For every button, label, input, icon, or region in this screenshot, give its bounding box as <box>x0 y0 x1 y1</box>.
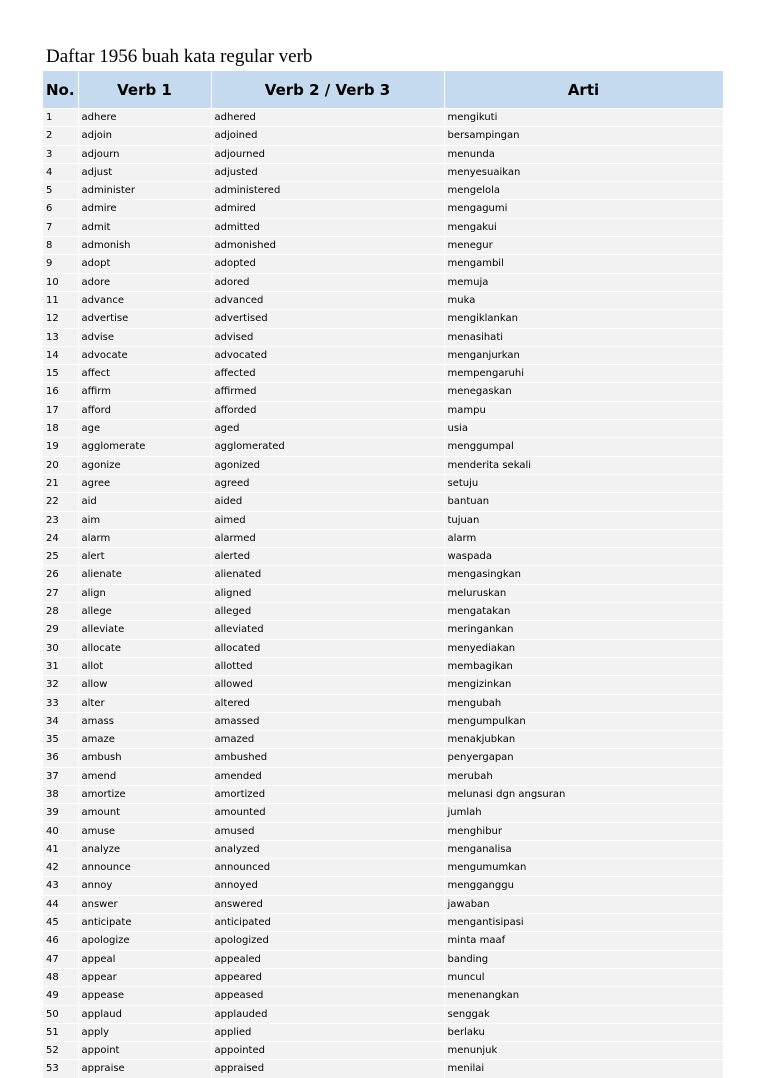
cell-verb2-verb3: advised <box>211 328 444 346</box>
cell-verb2-verb3: appeased <box>211 987 444 1005</box>
cell-verb1: alter <box>78 694 211 712</box>
cell-arti: mengantisipasi <box>444 914 723 932</box>
cell-no: 44 <box>43 895 78 913</box>
cell-verb1: apologize <box>78 932 211 950</box>
cell-no: 9 <box>43 255 78 273</box>
table-row <box>43 255 723 273</box>
table-row <box>43 676 723 694</box>
cell-no: 52 <box>43 1042 78 1060</box>
table-body <box>43 109 723 1078</box>
cell-arti: jawaban <box>444 895 723 913</box>
cell-verb1: amend <box>78 767 211 785</box>
table-row <box>43 731 723 749</box>
cell-arti: mengelola <box>444 182 723 200</box>
cell-no: 19 <box>43 438 78 456</box>
cell-arti: bantuan <box>444 493 723 511</box>
cell-arti: meluruskan <box>444 584 723 602</box>
cell-verb1: allege <box>78 603 211 621</box>
table-row <box>43 603 723 621</box>
cell-verb1: admire <box>78 200 211 218</box>
cell-verb2-verb3: aligned <box>211 584 444 602</box>
table-row <box>43 932 723 950</box>
cell-no: 29 <box>43 621 78 639</box>
table-row <box>43 968 723 986</box>
cell-no: 48 <box>43 968 78 986</box>
cell-arti: menganjurkan <box>444 346 723 364</box>
cell-verb2-verb3: alerted <box>211 548 444 566</box>
table-row <box>43 237 723 255</box>
table-row <box>43 822 723 840</box>
cell-no: 3 <box>43 145 78 163</box>
cell-arti: jumlah <box>444 804 723 822</box>
table-row <box>43 328 723 346</box>
cell-arti: memuja <box>444 273 723 291</box>
cell-arti: muka <box>444 291 723 309</box>
cell-no: 7 <box>43 218 78 236</box>
table-row <box>43 401 723 419</box>
cell-verb1: adjust <box>78 163 211 181</box>
table-row <box>43 1005 723 1023</box>
cell-arti: menasihati <box>444 328 723 346</box>
cell-verb2-verb3: altered <box>211 694 444 712</box>
table-row <box>43 291 723 309</box>
table-row <box>43 474 723 492</box>
cell-verb2-verb3: administered <box>211 182 444 200</box>
cell-arti: menderita sekali <box>444 456 723 474</box>
table-row <box>43 456 723 474</box>
cell-verb1: adjoin <box>78 127 211 145</box>
cell-no: 10 <box>43 273 78 291</box>
cell-no: 13 <box>43 328 78 346</box>
table-row <box>43 1060 723 1078</box>
cell-verb2-verb3: agreed <box>211 474 444 492</box>
cell-verb2-verb3: analyzed <box>211 840 444 858</box>
cell-verb1: age <box>78 420 211 438</box>
cell-verb2-verb3: advanced <box>211 291 444 309</box>
cell-no: 6 <box>43 200 78 218</box>
cell-verb1: align <box>78 584 211 602</box>
cell-arti: tujuan <box>444 511 723 529</box>
cell-no: 24 <box>43 529 78 547</box>
cell-no: 27 <box>43 584 78 602</box>
table-row <box>43 877 723 895</box>
cell-verb1: analyze <box>78 840 211 858</box>
header-no: No. <box>43 71 78 109</box>
cell-no: 46 <box>43 932 78 950</box>
cell-arti: menegaskan <box>444 383 723 401</box>
cell-verb1: amortize <box>78 785 211 803</box>
cell-verb1: appease <box>78 987 211 1005</box>
cell-verb1: advocate <box>78 346 211 364</box>
cell-arti: muncul <box>444 968 723 986</box>
cell-verb1: alarm <box>78 529 211 547</box>
table-row <box>43 273 723 291</box>
table-row <box>43 493 723 511</box>
cell-arti: setuju <box>444 474 723 492</box>
cell-no: 15 <box>43 365 78 383</box>
cell-verb2-verb3: alarmed <box>211 529 444 547</box>
cell-verb2-verb3: aided <box>211 493 444 511</box>
table-row <box>43 840 723 858</box>
cell-arti: menunjuk <box>444 1042 723 1060</box>
cell-no: 2 <box>43 127 78 145</box>
cell-verb1: adhere <box>78 109 211 127</box>
cell-arti: mengatakan <box>444 603 723 621</box>
cell-arti: menggumpal <box>444 438 723 456</box>
cell-no: 23 <box>43 511 78 529</box>
cell-verb2-verb3: appointed <box>211 1042 444 1060</box>
cell-arti: mengubah <box>444 694 723 712</box>
cell-no: 1 <box>43 109 78 127</box>
cell-arti: alarm <box>444 529 723 547</box>
cell-verb2-verb3: aged <box>211 420 444 438</box>
cell-arti: menghibur <box>444 822 723 840</box>
cell-arti: senggak <box>444 1005 723 1023</box>
cell-verb1: administer <box>78 182 211 200</box>
cell-arti: melunasi dgn angsuran <box>444 785 723 803</box>
cell-verb2-verb3: allocated <box>211 639 444 657</box>
header-verb1: Verb 1 <box>78 71 211 109</box>
cell-no: 11 <box>43 291 78 309</box>
cell-verb1: annoy <box>78 877 211 895</box>
cell-no: 35 <box>43 731 78 749</box>
cell-verb1: adore <box>78 273 211 291</box>
cell-arti: menegur <box>444 237 723 255</box>
table-row <box>43 163 723 181</box>
cell-verb1: aid <box>78 493 211 511</box>
cell-no: 12 <box>43 310 78 328</box>
cell-verb2-verb3: announced <box>211 859 444 877</box>
cell-arti: waspada <box>444 548 723 566</box>
cell-no: 38 <box>43 785 78 803</box>
cell-no: 47 <box>43 950 78 968</box>
cell-verb1: allot <box>78 657 211 675</box>
cell-verb1: allocate <box>78 639 211 657</box>
cell-arti: membagikan <box>444 657 723 675</box>
cell-arti: minta maaf <box>444 932 723 950</box>
cell-verb1: amass <box>78 712 211 730</box>
cell-verb1: advise <box>78 328 211 346</box>
cell-verb2-verb3: advocated <box>211 346 444 364</box>
table-row <box>43 657 723 675</box>
cell-arti: menakjubkan <box>444 731 723 749</box>
table-row <box>43 767 723 785</box>
cell-arti: menilai <box>444 1060 723 1078</box>
cell-verb1: amount <box>78 804 211 822</box>
cell-no: 18 <box>43 420 78 438</box>
cell-verb2-verb3: applauded <box>211 1005 444 1023</box>
table-row <box>43 950 723 968</box>
table-row <box>43 804 723 822</box>
cell-verb1: adjourn <box>78 145 211 163</box>
cell-verb2-verb3: agglomerated <box>211 438 444 456</box>
cell-no: 50 <box>43 1005 78 1023</box>
table-row <box>43 127 723 145</box>
cell-verb2-verb3: adjoined <box>211 127 444 145</box>
cell-verb2-verb3: afforded <box>211 401 444 419</box>
table-row <box>43 218 723 236</box>
cell-verb1: anticipate <box>78 914 211 932</box>
cell-no: 45 <box>43 914 78 932</box>
table-row <box>43 639 723 657</box>
cell-arti: mampu <box>444 401 723 419</box>
cell-arti: penyergapan <box>444 749 723 767</box>
cell-verb1: appraise <box>78 1060 211 1078</box>
cell-no: 21 <box>43 474 78 492</box>
cell-verb1: affect <box>78 365 211 383</box>
cell-verb2-verb3: admired <box>211 200 444 218</box>
cell-no: 32 <box>43 676 78 694</box>
cell-verb1: alleviate <box>78 621 211 639</box>
table-row <box>43 621 723 639</box>
cell-verb1: advertise <box>78 310 211 328</box>
cell-verb1: affirm <box>78 383 211 401</box>
cell-arti: bersampingan <box>444 127 723 145</box>
cell-verb1: amuse <box>78 822 211 840</box>
table-row <box>43 346 723 364</box>
table-row <box>43 383 723 401</box>
cell-verb2-verb3: answered <box>211 895 444 913</box>
cell-verb2-verb3: amused <box>211 822 444 840</box>
cell-verb1: allow <box>78 676 211 694</box>
cell-arti: menyediakan <box>444 639 723 657</box>
cell-verb1: appeal <box>78 950 211 968</box>
table-row <box>43 109 723 127</box>
table-row <box>43 145 723 163</box>
cell-arti: banding <box>444 950 723 968</box>
cell-verb2-verb3: adjusted <box>211 163 444 181</box>
cell-arti: mempengaruhi <box>444 365 723 383</box>
cell-arti: mengganggu <box>444 877 723 895</box>
cell-verb2-verb3: amended <box>211 767 444 785</box>
cell-no: 14 <box>43 346 78 364</box>
cell-verb2-verb3: appeared <box>211 968 444 986</box>
cell-arti: usia <box>444 420 723 438</box>
table-row <box>43 420 723 438</box>
cell-verb1: alert <box>78 548 211 566</box>
table-row <box>43 511 723 529</box>
cell-verb1: appoint <box>78 1042 211 1060</box>
cell-verb2-verb3: adjourned <box>211 145 444 163</box>
header-arti: Arti <box>444 71 723 109</box>
cell-no: 28 <box>43 603 78 621</box>
cell-verb2-verb3: amazed <box>211 731 444 749</box>
cell-verb2-verb3: aimed <box>211 511 444 529</box>
cell-verb1: apply <box>78 1023 211 1041</box>
cell-arti: mengikuti <box>444 109 723 127</box>
cell-verb2-verb3: appraised <box>211 1060 444 1078</box>
cell-verb2-verb3: adored <box>211 273 444 291</box>
cell-verb2-verb3: affected <box>211 365 444 383</box>
cell-no: 17 <box>43 401 78 419</box>
table-row <box>43 1042 723 1060</box>
cell-verb2-verb3: allowed <box>211 676 444 694</box>
cell-no: 36 <box>43 749 78 767</box>
cell-verb2-verb3: agonized <box>211 456 444 474</box>
cell-verb1: agonize <box>78 456 211 474</box>
cell-verb1: agree <box>78 474 211 492</box>
cell-no: 16 <box>43 383 78 401</box>
table-row <box>43 566 723 584</box>
cell-verb1: admonish <box>78 237 211 255</box>
table-row <box>43 914 723 932</box>
cell-no: 41 <box>43 840 78 858</box>
cell-verb2-verb3: applied <box>211 1023 444 1041</box>
cell-verb1: applaud <box>78 1005 211 1023</box>
cell-verb1: aim <box>78 511 211 529</box>
cell-verb2-verb3: adopted <box>211 255 444 273</box>
cell-no: 53 <box>43 1060 78 1078</box>
table-row <box>43 859 723 877</box>
table-header-row <box>43 71 723 109</box>
verb-table <box>43 71 724 1078</box>
cell-verb1: alienate <box>78 566 211 584</box>
cell-no: 22 <box>43 493 78 511</box>
cell-verb2-verb3: annoyed <box>211 877 444 895</box>
cell-verb1: advance <box>78 291 211 309</box>
table-row <box>43 548 723 566</box>
cell-verb2-verb3: alleged <box>211 603 444 621</box>
table-row <box>43 182 723 200</box>
cell-arti: mengiklankan <box>444 310 723 328</box>
cell-arti: menyesuaikan <box>444 163 723 181</box>
cell-verb1: adopt <box>78 255 211 273</box>
cell-arti: merubah <box>444 767 723 785</box>
cell-verb2-verb3: admonished <box>211 237 444 255</box>
cell-arti: menganalisa <box>444 840 723 858</box>
cell-no: 34 <box>43 712 78 730</box>
cell-arti: meringankan <box>444 621 723 639</box>
table-row <box>43 200 723 218</box>
cell-verb2-verb3: alleviated <box>211 621 444 639</box>
cell-verb2-verb3: appealed <box>211 950 444 968</box>
cell-arti: menunda <box>444 145 723 163</box>
cell-arti: mengambil <box>444 255 723 273</box>
table-row <box>43 694 723 712</box>
cell-arti: mengasingkan <box>444 566 723 584</box>
table-row <box>43 365 723 383</box>
cell-verb1: announce <box>78 859 211 877</box>
cell-no: 39 <box>43 804 78 822</box>
cell-verb2-verb3: affirmed <box>211 383 444 401</box>
table-row <box>43 895 723 913</box>
table-row <box>43 785 723 803</box>
cell-verb2-verb3: allotted <box>211 657 444 675</box>
cell-no: 49 <box>43 987 78 1005</box>
cell-no: 31 <box>43 657 78 675</box>
cell-no: 20 <box>43 456 78 474</box>
cell-verb2-verb3: alienated <box>211 566 444 584</box>
cell-arti: menenangkan <box>444 987 723 1005</box>
cell-verb1: afford <box>78 401 211 419</box>
cell-no: 40 <box>43 822 78 840</box>
header-verb2-verb3: Verb 2 / Verb 3 <box>211 71 444 109</box>
cell-no: 30 <box>43 639 78 657</box>
cell-verb2-verb3: apologized <box>211 932 444 950</box>
cell-no: 33 <box>43 694 78 712</box>
table-row <box>43 584 723 602</box>
cell-no: 51 <box>43 1023 78 1041</box>
table-row <box>43 749 723 767</box>
cell-no: 42 <box>43 859 78 877</box>
cell-arti: mengagumi <box>444 200 723 218</box>
cell-arti: mengumpulkan <box>444 712 723 730</box>
cell-no: 5 <box>43 182 78 200</box>
table-row <box>43 529 723 547</box>
cell-verb2-verb3: amounted <box>211 804 444 822</box>
cell-verb2-verb3: ambushed <box>211 749 444 767</box>
cell-no: 26 <box>43 566 78 584</box>
cell-verb1: appear <box>78 968 211 986</box>
table-row <box>43 438 723 456</box>
cell-no: 37 <box>43 767 78 785</box>
cell-verb2-verb3: amortized <box>211 785 444 803</box>
cell-no: 25 <box>43 548 78 566</box>
cell-verb2-verb3: admitted <box>211 218 444 236</box>
cell-verb1: agglomerate <box>78 438 211 456</box>
cell-no: 43 <box>43 877 78 895</box>
cell-verb1: answer <box>78 895 211 913</box>
cell-verb2-verb3: amassed <box>211 712 444 730</box>
cell-arti: mengizinkan <box>444 676 723 694</box>
table-row <box>43 712 723 730</box>
table-row <box>43 1023 723 1041</box>
cell-arti: mengakui <box>444 218 723 236</box>
cell-verb1: admit <box>78 218 211 236</box>
cell-arti: mengumumkan <box>444 859 723 877</box>
cell-verb2-verb3: advertised <box>211 310 444 328</box>
cell-no: 8 <box>43 237 78 255</box>
cell-arti: berlaku <box>444 1023 723 1041</box>
cell-verb2-verb3: anticipated <box>211 914 444 932</box>
cell-verb1: ambush <box>78 749 211 767</box>
document-title: Daftar 1956 buah kata regular verb <box>46 46 313 67</box>
cell-verb2-verb3: adhered <box>211 109 444 127</box>
table-row <box>43 310 723 328</box>
cell-no: 4 <box>43 163 78 181</box>
cell-verb1: amaze <box>78 731 211 749</box>
table-row <box>43 987 723 1005</box>
